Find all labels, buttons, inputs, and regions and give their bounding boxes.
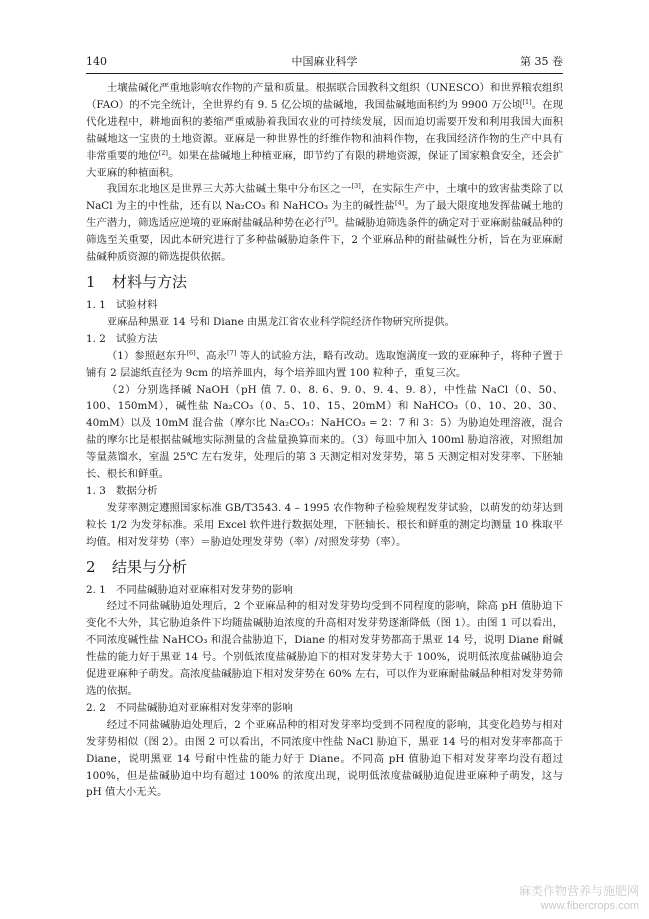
citation-mark: [7]: [227, 348, 237, 357]
citation-mark: [6]: [186, 348, 196, 357]
running-header: [86, 55, 563, 69]
site-watermark: [519, 883, 639, 913]
subsection-heading: [86, 700, 563, 717]
section-heading: [86, 270, 563, 294]
section-title: 结果与分析: [112, 557, 188, 576]
citation-mark: [4]: [395, 199, 405, 208]
section-number: 1: [86, 272, 96, 291]
subsection-heading: [86, 297, 563, 314]
subsection-title: 数据分析: [116, 484, 158, 497]
subsection-number: 2. 1: [86, 583, 106, 596]
subsection-number: 1. 3: [86, 484, 106, 497]
paragraph: 经过不同盐碱胁迫处理后，2 个亚麻品种的相对发芽势均受到不同程度的影响，除高 pH 值胁迫下变化不大外，其它胁迫条件下均随盐碱胁迫浓度的升高相对发芽势逐渐降低（图 1）。由图 1 可以看出，不同浓度碱性盐 NaHCO₃ 和混合盐胁迫下，Diane 的相对发芽势都高于黑亚 14 号，说明 Diane 耐碱性盐的能力好于黑亚 14 号。个别低浓度盐碱胁迫下的相对发芽势大于 100%，说明低浓度盐碱胁迫会促进亚麻种子萌发。高浓度盐碱胁迫下相对发芽势在 60% 左右，可以作为亚麻耐盐碱品种相对发芽势筛选的依据。: [86, 600, 563, 697]
subsection-heading: [86, 582, 563, 599]
subsection-heading: [86, 483, 563, 500]
paragraph: 亚麻品种黑亚 14 号和 Diane 由黑龙江省农业科学院经济作物研究所提供。: [106, 315, 455, 328]
watermark-url: www.fibercrops.com: [540, 900, 639, 912]
citation-mark: [5]: [325, 216, 335, 225]
paragraph: 发芽率测定遵照国家标准 GB/T3543. 4 – 1995 农作物种子检验规程发芽试验，以萌发的幼芽达到粒长 1/2 为发芽标准。采用 Excel 软件进行数据处理，下胚轴长、根长和鲜重的测定均测量 10 株取平均值。相对发芽势（率）＝胁迫处理发芽势（率）/对照发芽势（率）。: [86, 501, 563, 548]
paragraph: 经过不同盐碱胁迫处理后，2 个亚麻品种的相对发芽率均受到不同程度的影响，其变化趋势与相对发芽势相似（图 2）。由图 2 可以看出，不同浓度中性盐 NaCl 胁迫下，黑亚 14 号的相对发芽率都高于 Diane，说明黑亚 14 号耐中性盐的能力好于 Diane。不同高 pH 值胁迫下相对发芽率均没有超过 100%，但是盐碱胁迫中均有超过 100% 的浓度出现，说明低浓度盐碱胁迫促进亚麻种子萌发，这与 pH 值大小无关。: [86, 718, 563, 799]
subsection-title: 试验材料: [116, 298, 158, 311]
paragraph: 我国东北地区是世界三大苏大盐碱土集中分布区之一[3]，在实际生产中，土壤中的致害盐类除了以 NaCl 为主的中性盐，还有以 Na₂CO₃ 和 NaHCO₃ 为主的碱性盐[4]。为了最大限度地发挥盐碱土地的生产潜力，筛选适应逆境的亚麻耐盐碱品种势在必行[5]。盐碱胁迫筛选条件的确定对于亚麻耐盐碱品种的筛选至关重要，因此本研究进行了多种盐碱胁迫条件下，2 个亚麻品种的耐盐碱性分析，旨在为亚麻耐盐碱种质资源的筛选提供依据。: [86, 182, 564, 264]
section-title: 材料与方法: [112, 272, 188, 291]
citation-mark: [3]: [351, 182, 361, 191]
citation-mark: [1]: [522, 97, 532, 106]
subsection-number: 1. 1: [86, 298, 106, 311]
subsection-number: 1. 2: [86, 332, 106, 345]
subsection-heading: [86, 331, 563, 348]
subsection-title: 试验方法: [116, 332, 158, 345]
paragraph: （2）分别选择碱 NaOH（pH 值 7. 0、8. 6、9. 0、9. 4、9. 8），中性盐 NaCl（0、50、100、150mM），碱性盐 Na₂CO₃（0、5、10、15、20mM）和 NaHCO₃（0、10、20、30、40mM）以及 10mM 混合盐（摩尔比 Na₂CO₃：NaHCO₃ = 2：7 和 3：5）为胁迫处理溶液，混合盐的摩尔比是根据盐碱地实际测量的含盐量换算而来的。（3）每皿中加入 100ml 胁迫溶液，对照组加等量蒸馏水，室温 25℃ 左右发芽，处理后的第 3 天测定相对发芽势，第 5 天测定相对发芽率、下胚轴长、根长和鲜重。: [86, 383, 563, 481]
subsection-title: 不同盐碱胁迫对亚麻相对发芽率的影响: [116, 701, 293, 714]
section-heading: [86, 555, 563, 579]
subsection-number: 2. 2: [86, 701, 106, 714]
volume-label: 第 35 卷: [520, 55, 563, 68]
citation-mark: [2]: [158, 148, 168, 157]
header-rule: [86, 73, 563, 74]
section-number: 2: [86, 557, 96, 576]
article-body: [86, 80, 563, 801]
paragraph: 土壤盐碱化严重地影响农作物的产量和质量。根据联合国教科文组织（UNESCO）和世界粮农组织（FAO）的不完全统计，全世界约有 9. 5 亿公顷的盐碱地，我国盐碱地面积约为 9900 万公顷[1]。在现代化进程中，耕地面积的萎缩严重威胁着我国农业的可持续发展，因而迫切需要开发和利用我国大面积盐碱地这一宝贵的土地资源。亚麻是一种世界性的纤维作物和油料作物，在我国经济作物的生产中具有非常重要的地位[2]。如果在盐碱地上种植亚麻，即节约了有限的耕地资源，保证了国家粮食安全，还会扩大亚麻的种植面积。: [86, 82, 563, 179]
paragraph: （1）参照赵东升[6]、高永[7] 等人的试验方法，略有改动。选取饱满度一致的亚麻种子，将种子置于铺有 2 层滤纸直径为 9cm 的培养皿内，每个培养皿内置 100 粒种子，重复三次。: [86, 348, 563, 379]
journal-name: 中国麻业科学: [291, 55, 358, 68]
subsection-title: 不同盐碱胁迫对亚麻相对发芽势的影响: [116, 583, 293, 596]
page-number: 140: [86, 55, 107, 68]
watermark-title: 麻类作物营养与施肥网: [518, 884, 639, 898]
